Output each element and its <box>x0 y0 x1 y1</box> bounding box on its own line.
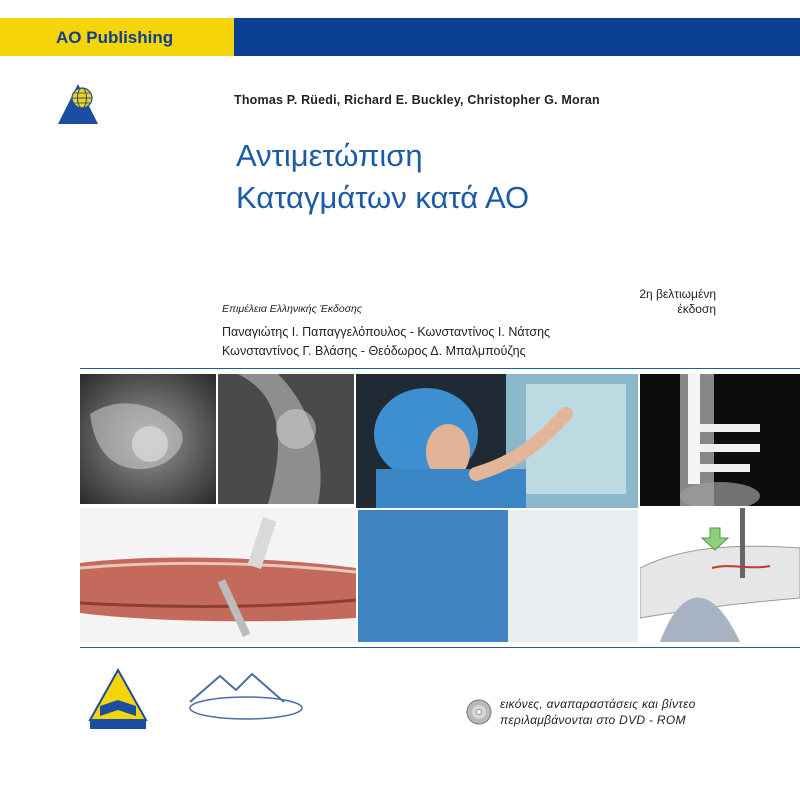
authors: Thomas P. Rüedi, Richard E. Buckley, Christopher G. Moran <box>234 93 600 107</box>
broken-hill-publisher-logo <box>186 668 306 726</box>
bottom-divider <box>80 647 800 648</box>
surgeon-photo <box>356 374 638 508</box>
wrist-fixation-illustration <box>640 508 800 642</box>
brand-label <box>56 28 173 48</box>
dvd-disc-icon <box>466 699 492 725</box>
header-bar <box>0 18 800 56</box>
ao-logo-icon <box>56 82 100 126</box>
editors-line-1: Παναγιώτης Ι. Παπαγγελόπουλος - Κωνσταντίνος Ι. Νάτσης <box>222 325 551 339</box>
editors-heading: Επιμέλεια Ελληνικής Έκδοσης <box>222 303 362 315</box>
title-line-1: Αντιμετώπιση <box>236 138 423 173</box>
title-line-2: Καταγμάτων κατά ΑΟ <box>236 180 530 215</box>
cover-image-collage <box>80 374 800 642</box>
brand-ao: AO <box>56 28 82 47</box>
xray-pelvis-image <box>80 374 216 504</box>
book-title <box>236 135 529 219</box>
paschalidis-publisher-logo <box>86 668 150 730</box>
edition-note <box>596 287 716 317</box>
edition-line-1: 2η βελτιωμένη <box>639 287 716 301</box>
editors-line-2: Κωνσταντίνος Γ. Βλάσης - Θεόδωρος Δ. Μπαλμπούζης <box>222 344 526 358</box>
surgeon-photo-lower <box>358 510 638 642</box>
xray-ankle-plate-image <box>640 374 800 506</box>
edition-line-2: έκδοση <box>677 302 716 316</box>
dvd-note-line-2: περιλαμβάνονται στο DVD - ROM <box>500 713 686 727</box>
top-divider <box>80 368 800 369</box>
brand-box <box>0 18 234 56</box>
xray-hip-image <box>218 374 354 504</box>
dvd-note-line-1: εικόνες, αναπαραστάσεις και βίντεο <box>500 697 696 711</box>
brand-publishing: Publishing <box>86 28 174 47</box>
surgical-illustration <box>80 508 356 642</box>
